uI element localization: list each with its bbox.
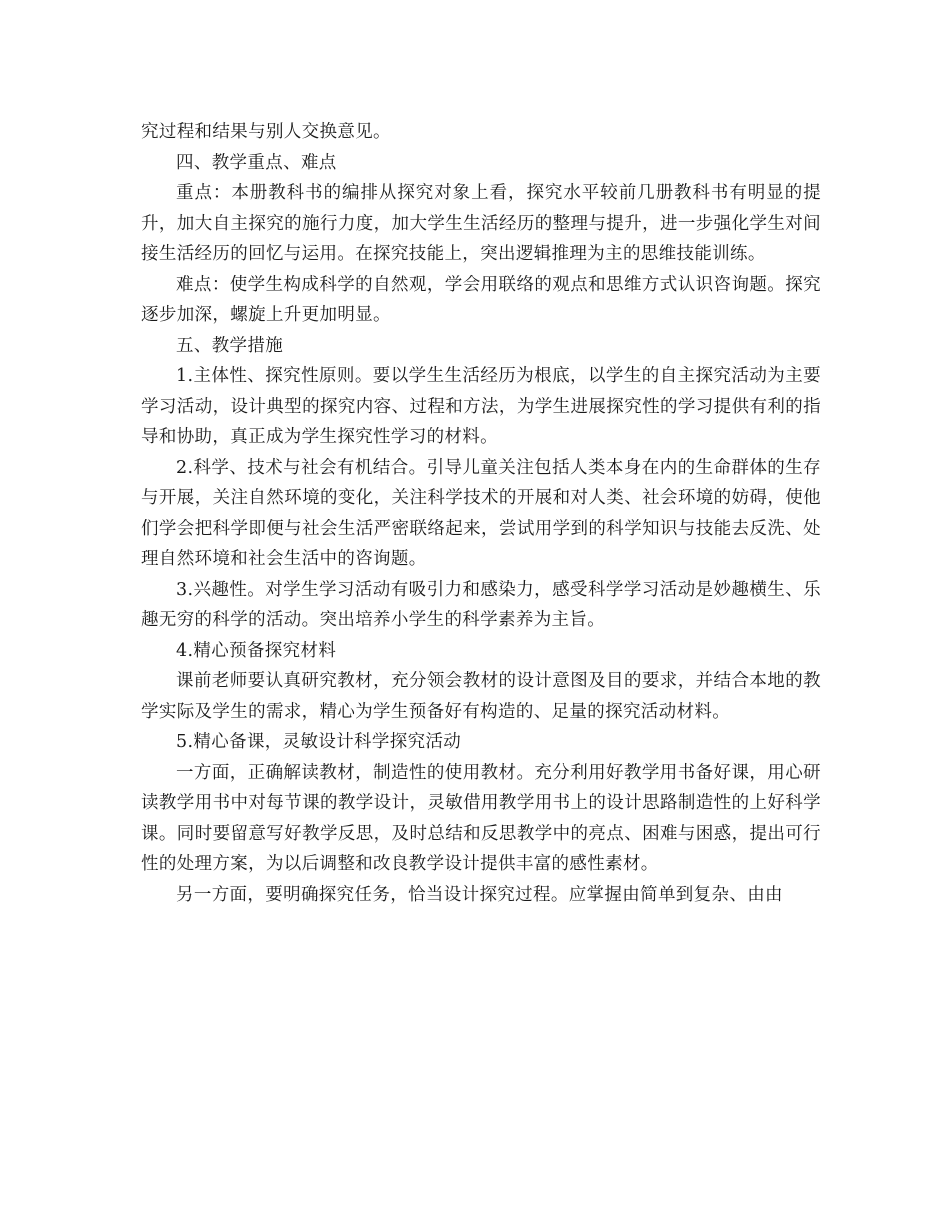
paragraph-measure-4-body: 课前老师要认真研究教材，充分领会教材的设计意图及目的要求，并结合本地的教学实际及学生的需求，精心为学生预备好有构造的、足量的探究活动材料。 [141, 671, 821, 722]
paragraph-measure-3: 3.兴趣性。对学生学习活动有吸引力和感染力，感受科学学习活动是妙趣横生、乐趣无穷的科学的活动。突出培养小学生的科学素养为主旨。 [141, 579, 821, 630]
paragraph-measure-5-body-1: 一方面，正确解读教材，制造性的使用教材。充分利用好教学用书备好课，用心研读教学用书中对每节课的教学设计，灵敏借用教学用书上的设计思路制造性的上好科学课。同时要留意写好教学反思，及时总结和反思教学中的亮点、困难与困惑，提出可行性的处理方案，为以后调整和改良教学设计提供丰富的感性素材。 [141, 762, 821, 874]
body-text [141, 117, 821, 910]
paragraph-difficulties: 难点：使学生构成科学的自然观，学会用联络的观点和思维方式认识咨询题。探究逐步加深，螺旋上升更加明显。 [141, 274, 821, 325]
paragraph-measure-2: 2.科学、技术与社会有机结合。引导儿童关注包括人类本身在内的生命群体的生存与开展，关注自然环境的变化，关注科学技术的开展和对人类、社会环境的妨碍，使他们学会把科学即便与社会生活严密联络起来，尝试用学到的科学知识与技能去反洗、处理自然环境和社会生活中的咨询题。 [141, 457, 821, 569]
paragraph-continued: 究过程和结果与别人交换意见。 [141, 122, 391, 142]
paragraph-measure-5-body-2: 另一方面，要明确探究任务，恰当设计探究过程。应掌握由简单到复杂、由由 [176, 884, 783, 905]
section-heading-4: 四、教学重点、难点 [176, 152, 337, 173]
paragraph-measure-1: 1.主体性、探究性原则。要以学生生活经历为根底，以学生的自主探究活动为主要学习活动，设计典型的探究内容、过程和方法，为学生进展探究性的学习提供有利的指导和协助，真正成为学生探究性学习的材料。 [141, 366, 821, 447]
section-heading-5: 五、教学措施 [176, 335, 284, 356]
subheading-measure-5: 5.精心备课，灵敏设计科学探究活动 [176, 732, 462, 752]
subheading-measure-4: 4.精心预备探究材料 [176, 640, 337, 661]
paragraph-key-points: 重点：本册教科书的编排从探究对象上看，探究水平较前几册教科书有明显的提升，加大自主探究的施行力度，加大学生生活经历的整理与提升，进一步强化学生对间接生活经历的回忆与运用。在探究技能上，突出逻辑推理为主的思维技能训练。 [141, 183, 821, 264]
